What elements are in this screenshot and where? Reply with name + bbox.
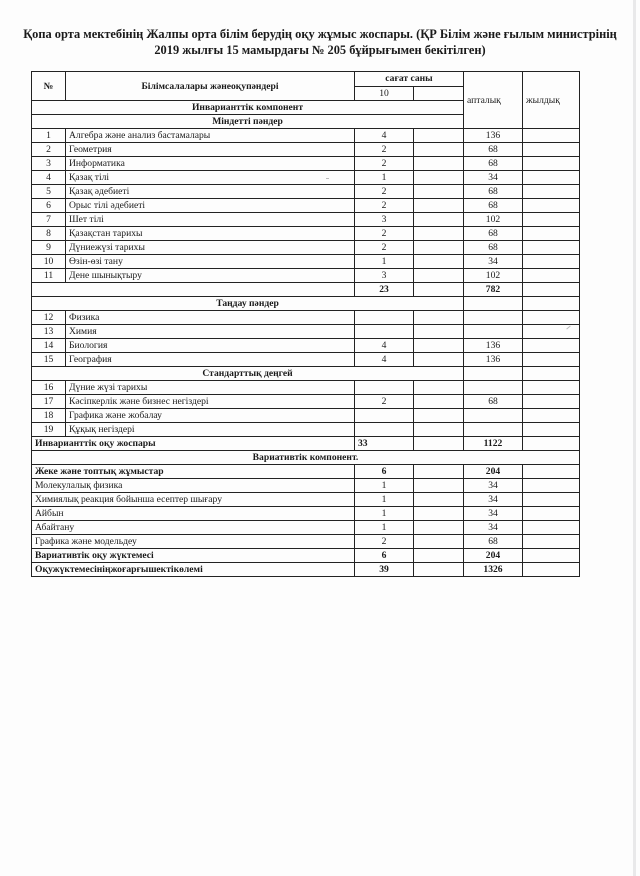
yearly-value-empty bbox=[523, 381, 580, 395]
yearly-value-empty bbox=[523, 339, 580, 353]
weekly-value bbox=[464, 311, 523, 325]
standard-subject-row bbox=[32, 423, 580, 437]
subject-name: Қазақ әдебиеті bbox=[66, 185, 355, 199]
max-load-row-extra-empty bbox=[414, 563, 464, 577]
weekly-value: 204 bbox=[464, 465, 523, 479]
hours-extra-empty bbox=[414, 157, 464, 171]
yearly-value-empty bbox=[523, 227, 580, 241]
standard-subject-row bbox=[32, 395, 580, 409]
hours-grade-10 bbox=[355, 423, 414, 437]
subject-name: Алгебра және анализ бастамалары bbox=[66, 129, 355, 143]
hours-extra-empty bbox=[414, 241, 464, 255]
mandatory-subject-row bbox=[32, 129, 580, 143]
yearly-value-empty bbox=[523, 171, 580, 185]
hours-extra-empty bbox=[414, 521, 464, 535]
variative-row bbox=[32, 493, 580, 507]
variative-row bbox=[32, 535, 580, 549]
weekly-empty bbox=[464, 297, 523, 311]
mandatory-subject-row bbox=[32, 185, 580, 199]
variative-row bbox=[32, 521, 580, 535]
weekly-value bbox=[464, 325, 523, 339]
hours-extra-empty bbox=[414, 185, 464, 199]
mandatory-subject-row bbox=[32, 171, 580, 185]
weekly-value: 68 bbox=[464, 241, 523, 255]
subject-name: Қазақ тілі bbox=[66, 171, 355, 185]
variative-total-row-label: Вариативтік оқу жүктемесі bbox=[32, 549, 355, 563]
yearly-value-empty bbox=[523, 535, 580, 549]
subject-name: Құқық негіздері bbox=[66, 423, 355, 437]
yearly-value-empty bbox=[523, 423, 580, 437]
subject-name: Химиялық реакция бойынша есептер шығару bbox=[32, 493, 355, 507]
hours-grade-10: 2 bbox=[355, 535, 414, 549]
row-number: 12 bbox=[32, 311, 66, 325]
yearly-value-empty bbox=[523, 185, 580, 199]
max-load-row bbox=[32, 563, 580, 577]
subject-name: Кәсіпкерлік және бизнес негіздері bbox=[66, 395, 355, 409]
invariant-total-row-label: Инварианттік оқу жоспары bbox=[32, 437, 355, 451]
row-number: 14 bbox=[32, 339, 66, 353]
yearly-value-empty bbox=[523, 395, 580, 409]
subject-name: Қазақстан тарихы bbox=[66, 227, 355, 241]
standard-subject-row bbox=[32, 381, 580, 395]
mandatory-total-row bbox=[32, 283, 580, 297]
max-load-row-weekly: 1326 bbox=[464, 563, 523, 577]
row-number: 6 bbox=[32, 199, 66, 213]
invariant-total-row-weekly: 1122 bbox=[464, 437, 523, 451]
subject-name: Өзін-өзі тану bbox=[66, 255, 355, 269]
weekly-value: 68 bbox=[464, 395, 523, 409]
yearly-value-empty bbox=[523, 269, 580, 283]
weekly-value: 68 bbox=[464, 143, 523, 157]
hours-grade-10: 2 bbox=[355, 241, 414, 255]
yearly-value-empty bbox=[523, 199, 580, 213]
hours-extra-empty bbox=[414, 269, 464, 283]
hours-extra-empty bbox=[414, 381, 464, 395]
invariant-total-row-hours: 33 bbox=[355, 437, 414, 451]
hours-extra-empty bbox=[414, 507, 464, 521]
header-grade: 10 bbox=[355, 86, 414, 101]
subject-name: Графика және жобалау bbox=[66, 409, 355, 423]
yearly-value-empty bbox=[523, 241, 580, 255]
mandatory-total-row-label-empty bbox=[32, 283, 355, 297]
weekly-value: 34 bbox=[464, 171, 523, 185]
hours-grade-10: 1 bbox=[355, 171, 414, 185]
subject-name: Химия bbox=[66, 325, 355, 339]
hours-extra-empty bbox=[414, 227, 464, 241]
yearly-value-empty bbox=[523, 255, 580, 269]
hours-grade-10: 2 bbox=[355, 185, 414, 199]
hours-grade-10: 1 bbox=[355, 521, 414, 535]
hours-extra-empty bbox=[414, 395, 464, 409]
weekly-value: 136 bbox=[464, 353, 523, 367]
weekly-value: 34 bbox=[464, 507, 523, 521]
weekly-value: 68 bbox=[464, 535, 523, 549]
subject-name: Информатика bbox=[66, 157, 355, 171]
hours-grade-10: 1 bbox=[355, 493, 414, 507]
variative-row bbox=[32, 507, 580, 521]
row-number: 10 bbox=[32, 255, 66, 269]
weekly-value: 68 bbox=[464, 199, 523, 213]
hours-extra-empty bbox=[414, 143, 464, 157]
hours-grade-10: 2 bbox=[355, 227, 414, 241]
hours-grade-10: 2 bbox=[355, 395, 414, 409]
row-number: 15 bbox=[32, 353, 66, 367]
section-variative-label: Вариативтік компонент. bbox=[32, 451, 580, 465]
row-number: 16 bbox=[32, 381, 66, 395]
yearly-value-empty bbox=[523, 325, 580, 339]
hours-extra-empty bbox=[414, 423, 464, 437]
hours-grade-10: 1 bbox=[355, 255, 414, 269]
hours-extra-empty bbox=[414, 171, 464, 185]
header-subject: Білімсалалары жәнеоқупәндері bbox=[66, 72, 355, 101]
elective-subject-row bbox=[32, 353, 580, 367]
weekly-empty bbox=[464, 367, 523, 381]
header-grade-empty bbox=[414, 86, 464, 101]
mandatory-subject-row bbox=[32, 157, 580, 171]
weekly-value: 136 bbox=[464, 339, 523, 353]
yearly-value-empty bbox=[523, 311, 580, 325]
document-title: Қопа орта мектебінің Жалпы орта білім берудің оқу жұмыс жоспары. (ҚР Білім және ғылым министрінің 2019 жылғы 15 мамырдағы № 205 бұйрығымен бекітілген) bbox=[23, 27, 617, 57]
standard-subject-row bbox=[32, 409, 580, 423]
variative-total-row-weekly: 204 bbox=[464, 549, 523, 563]
row-number: 7 bbox=[32, 213, 66, 227]
hours-extra-empty bbox=[414, 353, 464, 367]
hours-grade-10: 2 bbox=[355, 157, 414, 171]
row-number: 4 bbox=[32, 171, 66, 185]
weekly-value: 68 bbox=[464, 157, 523, 171]
scan-edge bbox=[633, 0, 636, 876]
row-number: 3 bbox=[32, 157, 66, 171]
yearly-value-empty bbox=[523, 507, 580, 521]
variative-row bbox=[32, 479, 580, 493]
row-number: 9 bbox=[32, 241, 66, 255]
elective-subject-row bbox=[32, 311, 580, 325]
weekly-value: 34 bbox=[464, 479, 523, 493]
header-weekly: апталық bbox=[464, 72, 523, 129]
weekly-value: 102 bbox=[464, 213, 523, 227]
yearly-value-empty bbox=[523, 465, 580, 479]
mandatory-subject-row bbox=[32, 227, 580, 241]
hours-grade-10: 4 bbox=[355, 339, 414, 353]
section-elective-label: Таңдау пәндер bbox=[32, 297, 464, 311]
hours-extra-empty bbox=[414, 339, 464, 353]
header-num: № bbox=[32, 72, 66, 101]
variative-total-row-yearly-empty bbox=[523, 549, 580, 563]
variative-total-row-hours: 6 bbox=[355, 549, 414, 563]
invariant-total-row-yearly-empty bbox=[523, 437, 580, 451]
section-standard-label: Стандарттық деңгей bbox=[32, 367, 464, 381]
subject-name: Айбын bbox=[32, 507, 355, 521]
elective-subject-row bbox=[32, 339, 580, 353]
weekly-value bbox=[464, 409, 523, 423]
hours-extra-empty bbox=[414, 409, 464, 423]
variative-total-row-extra-empty bbox=[414, 549, 464, 563]
variative-row bbox=[32, 465, 580, 479]
mandatory-total-row-yearly-empty bbox=[523, 283, 580, 297]
hours-grade-10: 3 bbox=[355, 213, 414, 227]
max-load-row-yearly-empty bbox=[523, 563, 580, 577]
header-hours: сағат саны bbox=[355, 72, 464, 87]
hours-extra-empty bbox=[414, 199, 464, 213]
max-load-row-hours: 39 bbox=[355, 563, 414, 577]
yearly-empty bbox=[523, 367, 580, 381]
hours-grade-10 bbox=[355, 381, 414, 395]
curriculum-table bbox=[31, 71, 580, 577]
invariant-total-row bbox=[32, 437, 580, 451]
subject-name: Дене шынықтыру bbox=[66, 269, 355, 283]
row-number: 1 bbox=[32, 129, 66, 143]
hours-grade-10 bbox=[355, 409, 414, 423]
hours-grade-10: 1 bbox=[355, 479, 414, 493]
yearly-value-empty bbox=[523, 213, 580, 227]
header-row bbox=[32, 72, 580, 87]
hours-extra-empty bbox=[414, 255, 464, 269]
subject-name: Шет тілі bbox=[66, 213, 355, 227]
weekly-value: 34 bbox=[464, 521, 523, 535]
elective-subject-row bbox=[32, 325, 580, 339]
hours-extra-empty bbox=[414, 479, 464, 493]
row-number: 5 bbox=[32, 185, 66, 199]
max-load-row-label: Оқужүктемесініңжоғарғышектікөлемі bbox=[32, 563, 355, 577]
subject-name: Геометрия bbox=[66, 143, 355, 157]
yearly-value-empty bbox=[523, 493, 580, 507]
subject-name: Орыс тілі әдебиеті bbox=[66, 199, 355, 213]
yearly-value-empty bbox=[523, 521, 580, 535]
hours-extra-empty bbox=[414, 311, 464, 325]
hours-grade-10: 4 bbox=[355, 353, 414, 367]
row-number: 13 bbox=[32, 325, 66, 339]
row-number: 8 bbox=[32, 227, 66, 241]
hours-extra-empty bbox=[414, 535, 464, 549]
subject-name: Жеке және топтық жұмыстар bbox=[32, 465, 355, 479]
hours-extra-empty bbox=[414, 493, 464, 507]
section-invariant-label: Инварианттік компонент bbox=[32, 101, 464, 115]
yearly-value-empty bbox=[523, 157, 580, 171]
weekly-value: 68 bbox=[464, 227, 523, 241]
subject-name: Дүние жүзі тарихы bbox=[66, 381, 355, 395]
mandatory-subject-row bbox=[32, 213, 580, 227]
section-elective bbox=[32, 297, 580, 311]
weekly-value: 68 bbox=[464, 185, 523, 199]
section-variative bbox=[32, 451, 580, 465]
yearly-value-empty bbox=[523, 129, 580, 143]
hours-grade-10 bbox=[355, 311, 414, 325]
mandatory-subject-row bbox=[32, 143, 580, 157]
scan-speck bbox=[326, 178, 329, 179]
mandatory-subject-row bbox=[32, 241, 580, 255]
subject-name: Дүниежүзі тарихы bbox=[66, 241, 355, 255]
header-yearly: жылдық bbox=[523, 72, 580, 129]
weekly-value: 102 bbox=[464, 269, 523, 283]
row-number: 11 bbox=[32, 269, 66, 283]
hours-extra-empty bbox=[414, 325, 464, 339]
hours-grade-10: 3 bbox=[355, 269, 414, 283]
mandatory-total-row-hours: 23 bbox=[355, 283, 414, 297]
section-standard bbox=[32, 367, 580, 381]
subject-name: География bbox=[66, 353, 355, 367]
weekly-value: 136 bbox=[464, 129, 523, 143]
yearly-value-empty bbox=[523, 479, 580, 493]
row-number: 19 bbox=[32, 423, 66, 437]
weekly-value bbox=[464, 423, 523, 437]
mandatory-total-row-extra-empty bbox=[414, 283, 464, 297]
yearly-empty bbox=[523, 297, 580, 311]
subject-name: Абайтану bbox=[32, 521, 355, 535]
subject-name: Молекулалық физика bbox=[32, 479, 355, 493]
section-mandatory-label: Міндетті пәндер bbox=[32, 115, 464, 129]
hours-extra-empty bbox=[414, 465, 464, 479]
subject-name: Физика bbox=[66, 311, 355, 325]
hours-grade-10: 4 bbox=[355, 129, 414, 143]
subject-name: Биология bbox=[66, 339, 355, 353]
mandatory-subject-row bbox=[32, 269, 580, 283]
invariant-total-row-extra-empty bbox=[414, 437, 464, 451]
variative-total-row bbox=[32, 549, 580, 563]
yearly-value-empty bbox=[523, 143, 580, 157]
weekly-value: 34 bbox=[464, 493, 523, 507]
row-number: 18 bbox=[32, 409, 66, 423]
hours-grade-10: 1 bbox=[355, 507, 414, 521]
yearly-value-empty bbox=[523, 409, 580, 423]
hours-grade-10: 2 bbox=[355, 199, 414, 213]
hours-extra-empty bbox=[414, 129, 464, 143]
mandatory-total-row-weekly: 782 bbox=[464, 283, 523, 297]
subject-name: Графика және модельдеу bbox=[32, 535, 355, 549]
row-number: 2 bbox=[32, 143, 66, 157]
hours-grade-10 bbox=[355, 325, 414, 339]
hours-grade-10: 6 bbox=[355, 465, 414, 479]
weekly-value: 34 bbox=[464, 255, 523, 269]
hours-extra-empty bbox=[414, 213, 464, 227]
weekly-value bbox=[464, 381, 523, 395]
mandatory-subject-row bbox=[32, 199, 580, 213]
yearly-value-empty bbox=[523, 353, 580, 367]
hours-grade-10: 2 bbox=[355, 143, 414, 157]
row-number: 17 bbox=[32, 395, 66, 409]
mandatory-subject-row bbox=[32, 255, 580, 269]
